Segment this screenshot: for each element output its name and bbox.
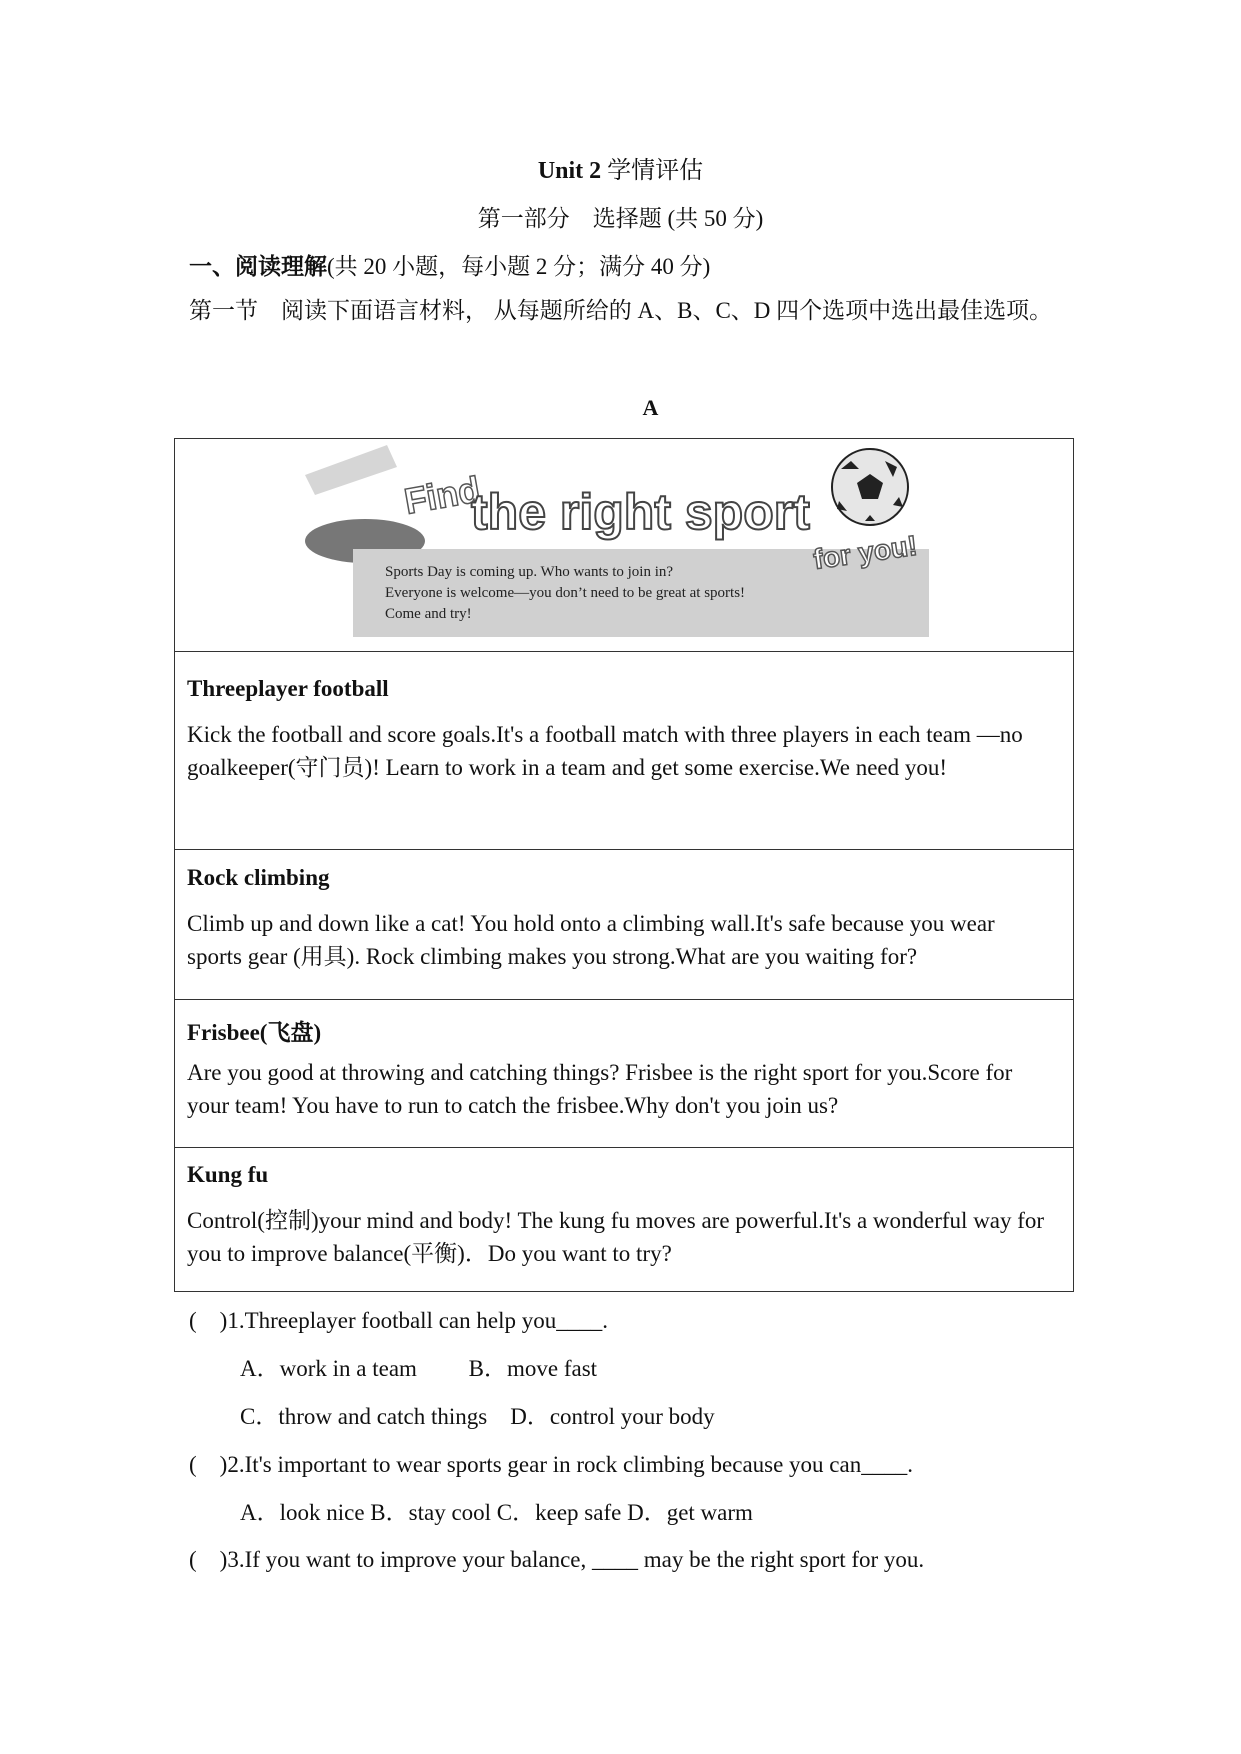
section-scoring: (共 20 小题，每小题 2 分；满分 40 分) — [327, 254, 711, 279]
banner-find: Find — [401, 468, 484, 522]
sport-heading: Kung fu — [187, 1162, 269, 1187]
banner-line-1: Sports Day is coming up. Who wants to join in? — [385, 564, 674, 580]
question-1: ( )1.Threeplayer football can help you____. — [189, 1308, 608, 1333]
sport-text: Climb up and down like a cat! You hold onto a climbing wall.It's safe because you wear sports gear (用具). Rock climbing makes you strong.What are you waiting for? — [187, 911, 995, 969]
sport-row-football — [175, 652, 1073, 850]
question-2: ( )2.It's important to wear sports gear in rock climbing because you can____. — [189, 1452, 913, 1477]
sport-banner-image — [175, 439, 1075, 652]
banner-row — [175, 439, 1073, 652]
sport-row-kungfu — [175, 1148, 1073, 1293]
banner-stripe — [305, 445, 397, 495]
sport-heading: Frisbee(飞盘) — [187, 1020, 322, 1045]
passage-letter: A — [642, 395, 659, 420]
instruction-text: 第一节 阅读下面语言材料， 从每题所给的 A、B、C、D 四个选项中选出最佳选项。 — [189, 298, 1053, 323]
page-title — [0, 150, 1241, 185]
question-1-options-c-d: C．throw and catch things D．control your body — [240, 1404, 715, 1429]
sport-heading: Threeplayer football — [187, 676, 389, 701]
football-icon — [832, 449, 908, 525]
part-heading: 第一部分 选择题 (共 50 分) — [477, 206, 764, 231]
sport-text: Are you good at throwing and catching things? Frisbee is the right sport for you.Score for your team! You have to run to catch the frisbee.Why don't you join us? — [187, 1060, 1013, 1118]
title-rest: 学情评估 — [601, 158, 704, 184]
banner-for-you: for you! — [811, 529, 920, 575]
banner-line-3: Come and try! — [385, 606, 472, 622]
sport-text: Control(控制)your mind and body! The kung fu moves are powerful.It's a wonderful way for you to improve balance(平衡)．Do you want to try? — [187, 1208, 1045, 1266]
banner-line-2: Everyone is welcome—you don’t need to be great at sports! — [385, 585, 746, 601]
sport-heading: Rock climbing — [187, 865, 330, 890]
question-2-options: A．look nice B．stay cool C．keep safe D．get warm — [240, 1500, 753, 1525]
banner-main: the right sport — [471, 484, 810, 540]
section-name: 一、阅读理解 — [189, 254, 327, 279]
sport-row-climbing — [175, 850, 1073, 1000]
sport-text: Kick the football and score goals.It's a football match with three players in each team —no goalkeeper(守门员)! Learn to work in a team and get some exercise.We need you! — [187, 722, 1023, 780]
question-3: ( )3.If you want to improve your balance, ____ may be the right sport for you. — [189, 1547, 925, 1572]
question-1-options-a-b: A．work in a team B．move fast — [240, 1356, 598, 1381]
passage-table — [174, 438, 1074, 1292]
sport-row-frisbee — [175, 1000, 1073, 1148]
section-heading — [189, 248, 710, 281]
title-unit: Unit 2 — [537, 158, 602, 184]
